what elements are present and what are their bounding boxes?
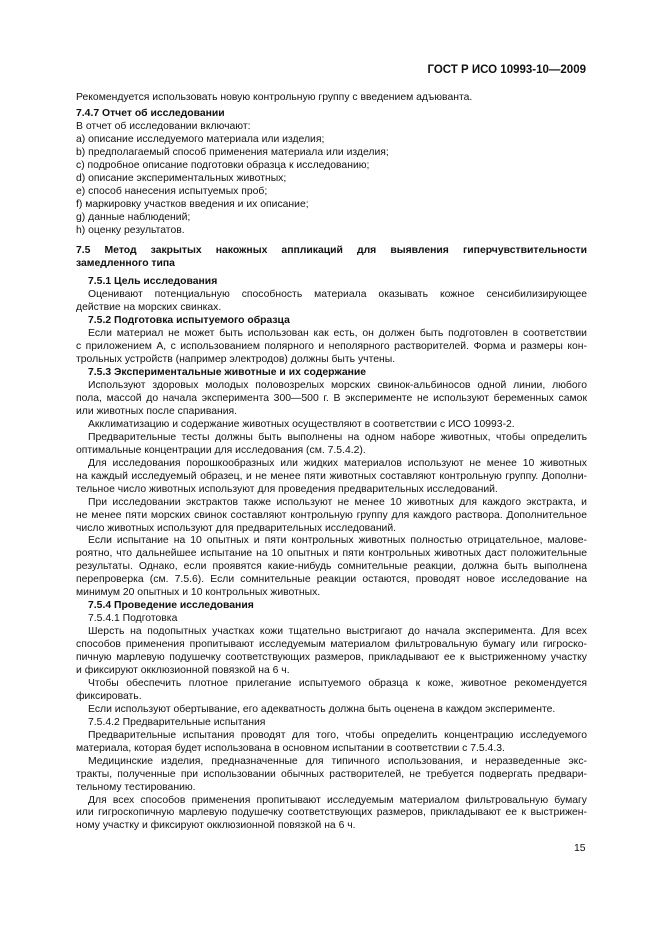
paragraph-line: тракты, полученные при использовании обычных растворителей, не требуется подвергать предвари- xyxy=(76,768,587,780)
list-item: a) описание исследуемого материала или изделия; xyxy=(76,133,325,145)
subsection-heading: 7.5.4.1 Подготовка xyxy=(88,613,178,625)
list-item: c) подробное описание подготовки образца к исследованию; xyxy=(76,159,370,171)
section-heading-7-4-7: 7.4.7 Отчет об исследовании xyxy=(76,107,225,119)
paragraph-line: Чтобы обеспечить плотное прилегание испытуемого образца к коже, животное рекомендуется xyxy=(88,677,587,689)
paragraph-line: способов применения пропитывают исследуемым материалом фильтровальную бумагу или гигроско- xyxy=(76,639,587,651)
document-body xyxy=(76,92,587,833)
paragraph-line: пола, массой до начала эксперимента 300—500 г. В эксперименте не используют беременных самок xyxy=(76,392,587,404)
section-heading: 7.5.3 Экспериментальные животные и их содержание xyxy=(88,367,367,379)
paragraph-line: перепроверка (см. 7.5.6). Если сомнительные реакции остаются, проводят новое исследование на xyxy=(76,574,587,586)
list-item: b) предполагаемый способ применения материала или изделия; xyxy=(76,146,389,158)
list-item: e) способ нанесения испытуемых проб; xyxy=(76,185,268,197)
section-heading: 7.5.1 Цель исследования xyxy=(88,276,218,288)
paragraph-line: При исследовании экстрактов также используют не менее 10 животных для каждого экстракта, и xyxy=(88,496,587,508)
paragraph xyxy=(76,678,587,704)
paragraph-line: и фиксируют окклюзионной повязкой на 6 ч. xyxy=(76,664,290,676)
paragraph-line: не менее пяти морских свинок составляют контрольную группу для каждого раствора. Дополнительное xyxy=(76,509,587,521)
paragraph-line: Предварительные испытания проводят для того, чтобы определить концентрацию исследуемого xyxy=(88,729,587,741)
list-item: h) оценку результатов. xyxy=(76,224,185,236)
section-heading: 7.5.2 Подготовка испытуемого образца xyxy=(88,315,290,327)
paragraph-line: действие на морских свинках. xyxy=(76,302,222,314)
paragraph-line: минимум 20 опытных и 10 контрольных животных. xyxy=(76,587,321,599)
paragraph-line: материала, которая будет использована в основном испытании в соответствии с 7.5.4.3. xyxy=(76,742,505,754)
paragraph-line: или животных после спаривания. xyxy=(76,405,238,417)
paragraph-line: ному участку и фиксируют окклюзионной повязкой на 6 ч. xyxy=(76,820,356,832)
paragraph-line: Если испытание на 10 опытных и пяти контрольных животных полностью отрицательное, малове- xyxy=(88,535,587,547)
paragraph-line: пичную марлевую подушечку соответствующих размеров, прикладывают ее к выстриженному участку xyxy=(76,652,587,664)
paragraph-line: Используют здоровых молодых половозрелых морских свинок-альбиносов одной линии, любого xyxy=(88,380,587,392)
paragraph-line: результаты. Однако, если проявятся какие-нибудь сомнительные реакции, должна быть выполнена xyxy=(76,561,587,573)
paragraph xyxy=(76,535,587,600)
paragraph-line: Если используют обертывание, его адекватность должна быть оценена в каждом эксперименте. xyxy=(88,703,556,715)
paragraph-line: трольных устройств (например электродов) должны быть учтены. xyxy=(76,354,396,366)
paragraph xyxy=(76,380,587,419)
list-item: d) описание экспериментальных животных; xyxy=(76,172,287,184)
paragraph xyxy=(76,289,587,315)
paragraph-line: роятно, что дальнейшее испытание на 10 опытных и пяти контрольных животных даст положительные xyxy=(76,548,587,560)
list-item: f) маркировку участков введения и их описание; xyxy=(76,198,309,210)
subsection-heading: 7.5.4.2 Предварительные испытания xyxy=(88,716,266,728)
paragraph xyxy=(76,458,587,497)
paragraph-line: Шерсть на подопытных участках кожи тщательно выстригают до начала эксперимента. Для всех xyxy=(88,626,587,638)
page-number: 15 xyxy=(574,843,586,854)
section-heading-7-5: 7.5 Метод закрытых накожных аппликаций для выявления гиперчувствительности xyxy=(76,245,587,257)
paragraph xyxy=(76,328,587,367)
paragraph xyxy=(76,730,587,756)
section-heading: 7.5.4 Проведение исследования xyxy=(88,600,254,612)
paragraph-line: или гигроскопичную марлевую подушечку соответствующих размеров, прикладывают ее к выстрижен- xyxy=(76,807,587,819)
paragraph-line: на каждый исследуемый образец, и не менее пяти животных составляют контрольную группу. Дополни- xyxy=(76,470,587,482)
intro-text: Рекомендуется использовать новую контрольную группу с введением адъюванта. xyxy=(76,92,473,103)
paragraph-line: Медицинские изделия, предназначенные для типичного использования, и неразведенные экс- xyxy=(88,755,587,767)
paragraph-line: Если материал не может быть использован как есть, он должен быть подготовлен в соответствии xyxy=(88,328,587,340)
paragraph xyxy=(76,419,587,432)
paragraph xyxy=(76,626,587,678)
paragraph-line: с приложением А, с использованием полярного и неполярного растворителей. Форма и размеры кон- xyxy=(76,341,587,353)
paragraph-line: тельное число животных используют для проведения предварительных исследований. xyxy=(76,483,498,495)
paragraph-line: число животных используют для предварительных исследований. xyxy=(76,522,397,534)
document-header: ГОСТ Р ИСО 10993-10—2009 xyxy=(427,64,586,76)
paragraph xyxy=(76,704,587,717)
paragraph xyxy=(76,756,587,795)
paragraph-line: Для исследования порошкообразных или жидких материалов используют не менее 10 животных xyxy=(88,457,587,469)
section-heading-7-5-cont: замедленного типа xyxy=(76,258,175,270)
paragraph-line: Предварительные тесты должны быть выполнены на одном наборе животных, чтобы определить xyxy=(88,431,587,443)
report-items-list xyxy=(76,134,587,238)
paragraph xyxy=(76,795,587,834)
paragraph-line: тельному тестированию. xyxy=(76,781,196,793)
paragraph-line: фиксировать. xyxy=(76,690,142,702)
list-lead: В отчет об исследовании включают: xyxy=(76,120,251,132)
paragraph-line: Акклиматизацию и содержание животных осуществляют в соответствии с ИСО 10993-2. xyxy=(88,418,515,430)
paragraph-line: Оценивают потенциальную способность материала оказывать кожное сенсибилизирующее xyxy=(88,289,587,301)
section-7-5-content xyxy=(76,276,587,833)
list-item: g) данные наблюдений; xyxy=(76,211,191,223)
paragraph xyxy=(76,432,587,458)
paragraph-line: оптимальные концентрации для исследования (см. 7.5.4.2). xyxy=(76,444,366,456)
paragraph-line: Для всех способов применения пропитывают исследуемым материалом фильтровальную бумагу xyxy=(88,794,587,806)
paragraph xyxy=(76,497,587,536)
